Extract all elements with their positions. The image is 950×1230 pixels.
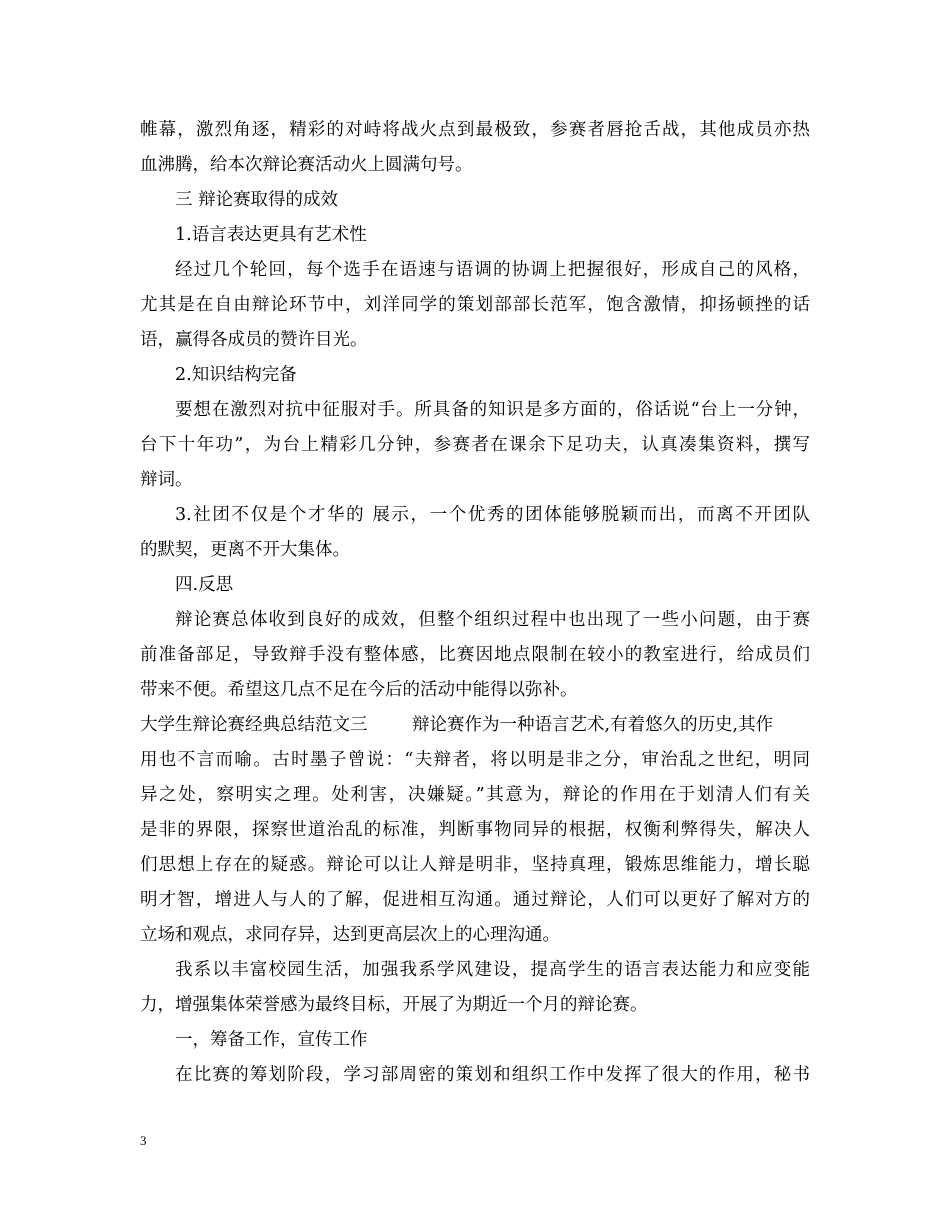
paragraph-line: 台下十年功”，为台上精彩几分钟，参赛者在课余下足功夫，认真凑集资料，撰写 (140, 435, 810, 455)
paragraph-line: 语，赢得各成员的赞许目光。 (140, 330, 368, 350)
paragraph-line: 辩词。 (140, 470, 193, 490)
paragraph-line: 力，增强集体荣誉感为最终目标，开展了为期近一个月的辩论赛。 (140, 995, 648, 1015)
document-body (140, 113, 810, 1093)
section-heading: 三 辩论赛取得的成效 (175, 190, 339, 210)
paragraph-line: 带来不便。希望这几点不足在今后的活动中能得以弥补。 (140, 680, 578, 700)
paragraph-line: 用也不言而喻。古时墨子曾说：“夫辩者，将以明是非之分，审治乱之世纪，明同 (140, 750, 810, 770)
article-title-line: 大学生辩论赛经典总结范文三 辩论赛作为一种语言艺术,有着悠久的历史,其作 (140, 715, 774, 735)
subsection-heading: 1.语言表达更具有艺术性 (175, 225, 367, 245)
paragraph-line: 在比赛的筹划阶段，学习部周密的策划和组织工作中发挥了很大的作用，秘书 (175, 1065, 810, 1085)
paragraph-line: 尤其是在自由辩论环节中，刘洋同学的策划部部长范军，饱含激情，抑扬顿挫的话 (140, 295, 810, 315)
page-number: 3 (140, 1133, 147, 1148)
paragraph-line: 们思想上存在的疑惑。辩论可以让人辩是明非，坚持真理，锻炼思维能力，增长聪 (140, 855, 810, 875)
paragraph-line: 是非的界限，探察世道治乱的标准，判断事物同异的根据，权衡利弊得失，解决人 (140, 820, 810, 840)
paragraph-line: 要想在激烈对抗中征服对手。所具备的知识是多方面的，俗话说“台上一分钟， (175, 400, 810, 420)
paragraph-line: 3.社团不仅是个才华的 展示，一个优秀的团体能够脱颖而出，而离不开团队 (175, 505, 810, 525)
paragraph-line: 的默契，更离不开大集体。 (140, 540, 350, 560)
paragraph-line: 明才智，增进人与人的了解，促进相互沟通。通过辩论，人们可以更好了解对方的 (140, 890, 810, 910)
paragraph-line: 帷幕，激烈角逐，精彩的对峙将战火点到最极致，参赛者唇抢舌战，其他成员亦热 (140, 120, 810, 140)
paragraph-line: 经过几个轮回，每个选手在语速与语调的协调上把握很好，形成自己的风格， (175, 260, 810, 280)
paragraph-line: 辩论赛总体收到良好的成效，但整个组织过程中也出现了一些小问题，由于赛 (175, 610, 810, 630)
paragraph-line: 立场和观点，求同存异，达到更高层次上的心理沟通。 (140, 925, 560, 945)
paragraph-line: 异之处，察明实之理。处利害，决嫌疑。”其意为，辩论的作用在于划清人们有关 (140, 785, 810, 805)
section-heading: 四.反思 (175, 575, 234, 595)
paragraph-line: 血沸腾，给本次辩论赛活动火上圆满句号。 (140, 155, 473, 175)
paragraph-line: 我系以丰富校园生活，加强我系学风建设，提高学生的语言表达能力和应变能 (175, 960, 810, 980)
subsection-heading: 2.知识结构完备 (175, 365, 297, 385)
section-heading: 一，筹备工作，宣传工作 (175, 1030, 368, 1050)
paragraph-line: 前准备部足，导致辩手没有整体感，比赛因地点限制在较小的教室进行，给成员们 (140, 645, 810, 665)
